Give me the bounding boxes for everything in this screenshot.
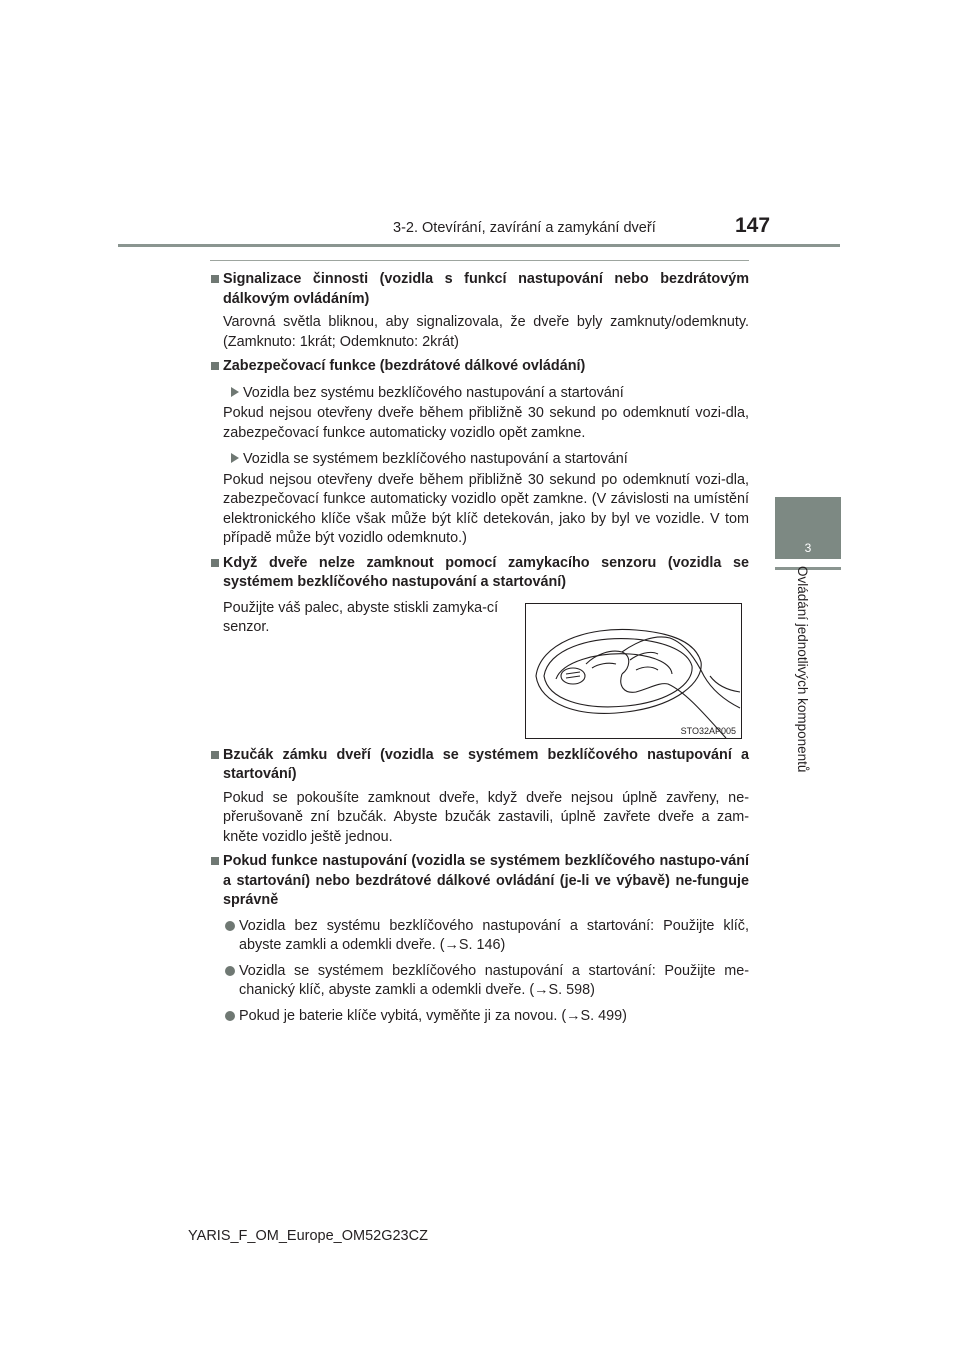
subsection-label: Vozidla bez systému bezklíčového nastupování a startování [210, 384, 749, 404]
square-marker-icon [211, 751, 219, 759]
thumb-on-lock-sensor-icon [526, 604, 741, 738]
section-title: Pokud funkce nastupování (vozidla se systémem bezklíčového nastupo-vání a startování) nebo bezdrátové dálkové ovládání (je-li ve výbavě) ne-funguje správně [210, 852, 749, 911]
chapter-tab [775, 497, 841, 559]
page-content [210, 265, 749, 1026]
chapter-title: Ovládání jednotlivých komponentů [795, 566, 810, 773]
list-item: Pokud je baterie klíče vybitá, vyměňte ji za novou. (→S. 499) [210, 1007, 749, 1027]
figure-row [210, 599, 749, 741]
bullet-dot-icon [225, 1011, 235, 1021]
bullet-dot-icon [225, 966, 235, 976]
figure-id: STO32AP005 [680, 725, 736, 736]
section-title: Když dveře nelze zamknout pomocí zamykacího senzoru (vozidla se systémem bezklíčového nastupování a startování) [210, 554, 749, 593]
paragraph: Použijte váš palec, abyste stiskli zamyka-cí senzor. [223, 599, 499, 635]
square-marker-icon [211, 362, 219, 370]
paragraph: Pokud nejsou otevřeny dveře během přibližně 30 sekund po odemknutí vozi-dla, zabezpečovací funkce automaticky vozidlo opět zamkne. [223, 405, 749, 441]
document-code: YARIS_F_OM_Europe_OM52G23CZ [188, 1228, 428, 1244]
list-item: Vozidla se systémem bezklíčového nastupování a startování: Použijte me-chanický klíč, abyste zamkli a odemkli dveře. (→S. 598) [210, 962, 749, 1001]
content-top-rule [210, 260, 749, 261]
section-title: Zabezpečovací funkce (bezdrátové dálkové ovládání) [210, 357, 749, 377]
list-item: Vozidla bez systému bezklíčového nastupování a startování: Použijte klíč, abyste zamkli a odemkli dveře. (→S. 146) [210, 917, 749, 956]
triangle-marker-icon [231, 387, 239, 397]
square-marker-icon [211, 857, 219, 865]
square-marker-icon [211, 275, 219, 283]
chapter-number: 3 [804, 541, 812, 555]
door-handle-illustration [525, 603, 742, 739]
paragraph: Pokud nejsou otevřeny dveře během přibližně 30 sekund po odemknutí vozi-dla, zabezpečovací funkce automaticky vozidlo opět zamkne. (V závislosti na umístění elektronického klíče však může být klíč detekován, jako by byl ve vozidle. V tom případě může být vozidlo odemknuto.) [223, 471, 749, 546]
section-title: Bzučák zámku dveří (vozidla se systémem bezklíčového nastupování a startování) [210, 746, 749, 785]
header-rule [118, 244, 840, 247]
section-title: Signalizace činnosti (vozidla s funkcí nastupování nebo bezdrátovým dálkovým ovládáním) [210, 270, 749, 309]
footer [0, 1228, 960, 1244]
paragraph: Pokud se pokoušíte zamknout dveře, když dveře nejsou úplně zavřeny, ne-přerušovaně zní bzučák. Abyste bzučák zastavili, úplně zavřete dveře a zam-kněte vozidlo ještě jednou. [223, 789, 749, 845]
triangle-marker-icon [231, 453, 239, 463]
header-section-title: 3-2. Otevírání, zavírání a zamykání dveří [393, 220, 656, 236]
subsection-label: Vozidla se systémem bezklíčového nastupování a startování [210, 450, 749, 470]
square-marker-icon [211, 559, 219, 567]
bullet-dot-icon [225, 921, 235, 931]
paragraph: Varovná světla bliknou, aby signalizovala, že dveře byly zamknuty/odemknuty. (Zamknuto: 1krát; Odemknuto: 2krát) [223, 314, 749, 350]
page-number: 147 [735, 214, 771, 237]
